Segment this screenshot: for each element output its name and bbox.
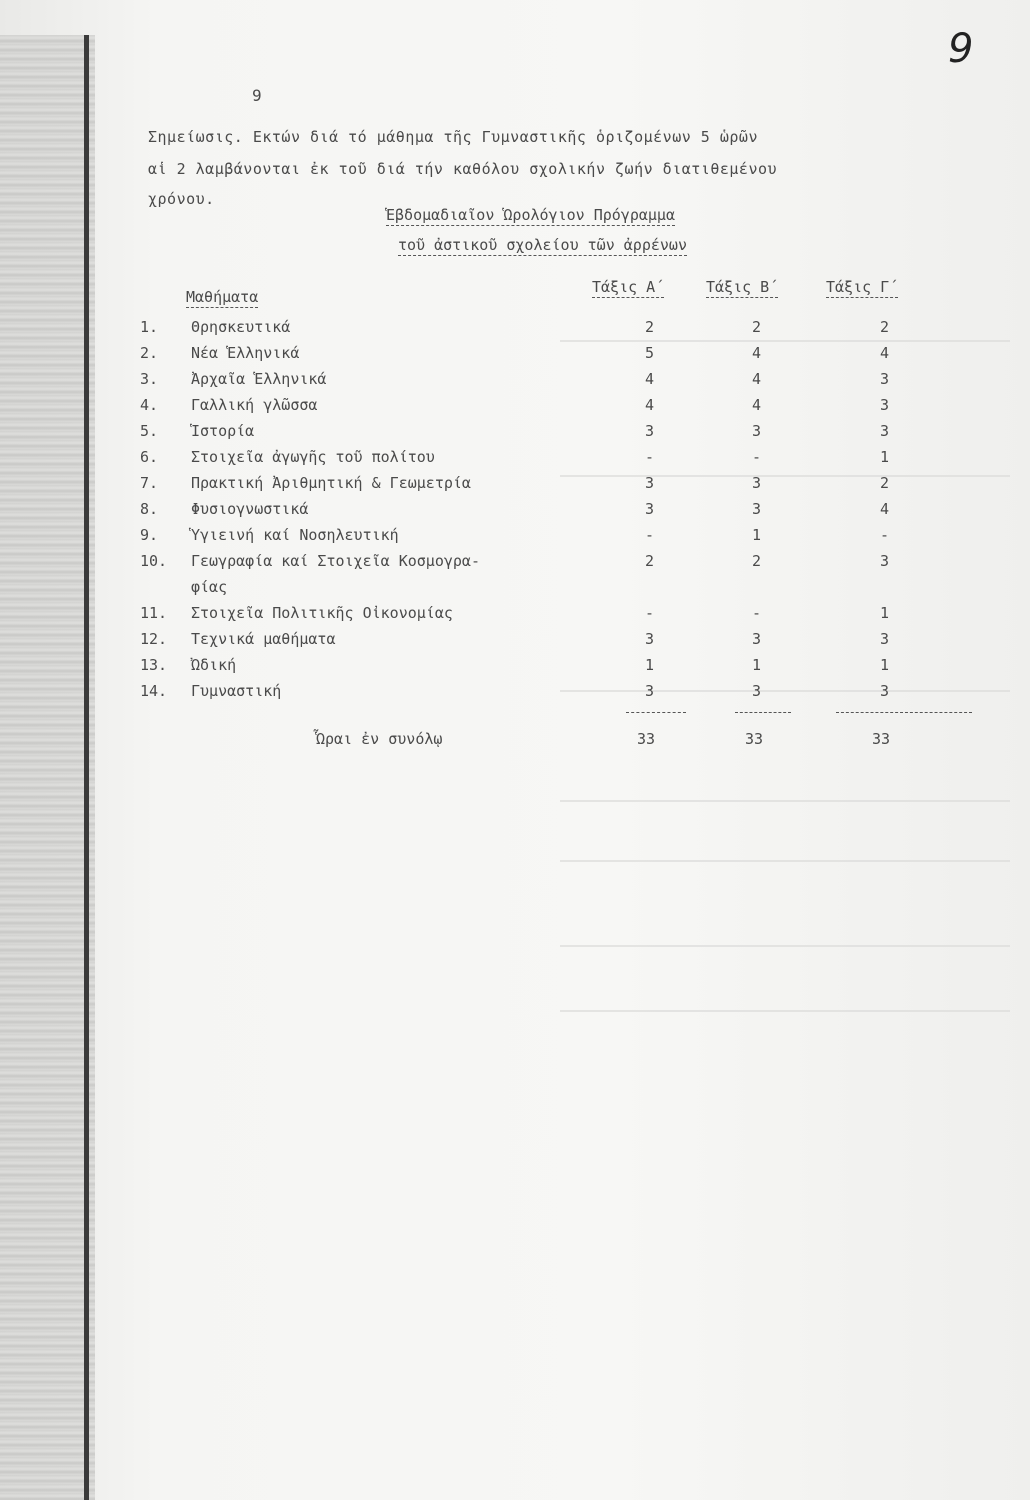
row-hours-class-b: 2 — [752, 318, 762, 336]
row-hours-class-g: 3 — [880, 422, 890, 440]
header-class-b: Τάξις Β΄ — [706, 278, 779, 296]
row-hours-class-b: 4 — [752, 396, 762, 414]
row-subject: Ὑγιεινή καί Νοσηλευτική — [191, 526, 399, 544]
table-row — [0, 630, 1030, 654]
row-number: 13. — [140, 656, 168, 674]
row-hours-class-b: 1 — [752, 656, 762, 674]
table-row — [0, 656, 1030, 680]
row-hours-class-g: 2 — [880, 318, 890, 336]
row-subject: Πρακτική Ἀριθμητική & Γεωμετρία — [191, 474, 471, 492]
table-row — [0, 526, 1030, 550]
row-hours-class-b: 3 — [752, 500, 762, 518]
row-subject: Ἀρχαῖα Ἑλληνικά — [191, 370, 327, 388]
row-hours-class-g: 3 — [880, 630, 890, 648]
note-line-3: χρόνου. — [148, 190, 215, 208]
row-subject: Φυσιογνωστικά — [191, 500, 309, 518]
total-class-g: 33 — [872, 730, 891, 748]
row-number: 1. — [140, 318, 159, 336]
typed-page-number: 9 — [252, 86, 262, 105]
row-number: 4. — [140, 396, 159, 414]
row-number: 8. — [140, 500, 159, 518]
row-subject: Γεωγραφία καί Στοιχεῖα Κοσμογρα- — [191, 552, 480, 570]
note-line-2: αἱ 2 λαμβάνονται ἐκ τοῦ διά τήν καθόλου σχολικήν ζωήν διατιθεμένου — [148, 160, 778, 178]
row-subject: Ὠδική — [191, 656, 237, 674]
row-hours-class-b: 4 — [752, 344, 762, 362]
row-hours-class-g: 1 — [880, 656, 890, 674]
table-row — [0, 396, 1030, 420]
totals-label: Ὧραι ἐν συνόλῳ — [316, 730, 443, 748]
row-number: 5. — [140, 422, 159, 440]
row-subject: Στοιχεῖα Πολιτικῆς Οἰκονομίας — [191, 604, 453, 622]
row-subject: φίας — [191, 578, 228, 596]
row-hours-class-b: 3 — [752, 422, 762, 440]
row-hours-class-g: 4 — [880, 344, 890, 362]
row-hours-class-a: 3 — [645, 500, 655, 518]
binding-edge — [0, 35, 95, 1500]
totals-divider-class-a — [626, 712, 686, 713]
row-subject: Θρησκευτικά — [191, 318, 291, 336]
row-hours-class-a: 3 — [645, 422, 655, 440]
row-subject: Τεχνικά μαθήματα — [191, 630, 336, 648]
row-hours-class-a: 4 — [645, 370, 655, 388]
table-row — [0, 682, 1030, 706]
row-hours-class-b: 2 — [752, 552, 762, 570]
row-number: 12. — [140, 630, 168, 648]
row-subject: Ἱστορία — [191, 422, 255, 440]
row-number: 14. — [140, 682, 168, 700]
row-hours-class-b: - — [752, 448, 762, 466]
table-row — [0, 422, 1030, 446]
totals-divider-class-g — [836, 712, 972, 713]
row-hours-class-a: - — [645, 526, 655, 544]
row-hours-class-a: 3 — [645, 630, 655, 648]
header-class-g: Τάξις Γ΄ — [826, 278, 899, 296]
table-row — [0, 318, 1030, 342]
row-hours-class-g: 3 — [880, 682, 890, 700]
table-row — [0, 344, 1030, 368]
row-hours-class-g: 3 — [880, 370, 890, 388]
table-row — [0, 552, 1030, 576]
row-hours-class-b: 1 — [752, 526, 762, 544]
row-number: 2. — [140, 344, 159, 362]
bleedthrough-line — [560, 945, 1010, 947]
header-class-a: Τάξις Α΄ — [592, 278, 665, 296]
schedule-title-line-2: τοῦ ἀστικοῦ σχολείου τῶν ἀρρένων — [398, 236, 687, 254]
table-row — [0, 500, 1030, 524]
row-hours-class-a: 2 — [645, 318, 655, 336]
row-number: 9. — [140, 526, 159, 544]
row-hours-class-g: 3 — [880, 396, 890, 414]
row-hours-class-b: 3 — [752, 630, 762, 648]
bleedthrough-line — [560, 1010, 1010, 1012]
row-subject: Γαλλική γλῶσσα — [191, 396, 318, 414]
total-class-b: 33 — [745, 730, 764, 748]
row-number: 7. — [140, 474, 159, 492]
row-hours-class-a: 4 — [645, 396, 655, 414]
row-subject: Στοιχεῖα ἀγωγῆς τοῦ πολίτου — [191, 448, 435, 466]
row-hours-class-a: 2 — [645, 552, 655, 570]
table-row — [0, 448, 1030, 472]
note-line-1: Σημείωσις. Εκτών διά τό μάθημα τῆς Γυμναστικῆς ὁριζομένων 5 ὡρῶν — [148, 128, 758, 146]
table-row — [0, 578, 1030, 602]
row-hours-class-a: - — [645, 604, 655, 622]
row-number: 6. — [140, 448, 159, 466]
row-hours-class-g: 3 — [880, 552, 890, 570]
schedule-title-line-1: Ἑβδομαδιαῖον Ὡρολόγιον Πρόγραμμα — [386, 206, 675, 224]
row-hours-class-g: - — [880, 526, 890, 544]
row-hours-class-b: 4 — [752, 370, 762, 388]
row-hours-class-g: 4 — [880, 500, 890, 518]
row-number: 10. — [140, 552, 168, 570]
table-row — [0, 604, 1030, 628]
totals-divider-class-b — [735, 712, 791, 713]
row-hours-class-b: 3 — [752, 682, 762, 700]
row-hours-class-a: 3 — [645, 474, 655, 492]
row-subject: Νέα Ἑλληνικά — [191, 344, 300, 362]
bleedthrough-line — [560, 800, 1010, 802]
row-hours-class-g: 1 — [880, 604, 890, 622]
table-row — [0, 474, 1030, 498]
row-hours-class-a: 5 — [645, 344, 655, 362]
total-class-a: 33 — [637, 730, 656, 748]
row-subject: Γυμναστική — [191, 682, 282, 700]
table-row — [0, 370, 1030, 394]
binding-line — [84, 35, 89, 1500]
row-hours-class-b: 3 — [752, 474, 762, 492]
row-number: 3. — [140, 370, 159, 388]
handwritten-page-number: 9 — [948, 26, 974, 72]
row-hours-class-a: 1 — [645, 656, 655, 674]
row-hours-class-g: 2 — [880, 474, 890, 492]
row-hours-class-a: - — [645, 448, 655, 466]
row-number: 11. — [140, 604, 168, 622]
row-hours-class-b: - — [752, 604, 762, 622]
bleedthrough-line — [560, 860, 1010, 862]
row-hours-class-g: 1 — [880, 448, 890, 466]
header-subjects: Μαθήματα — [186, 288, 259, 306]
row-hours-class-a: 3 — [645, 682, 655, 700]
